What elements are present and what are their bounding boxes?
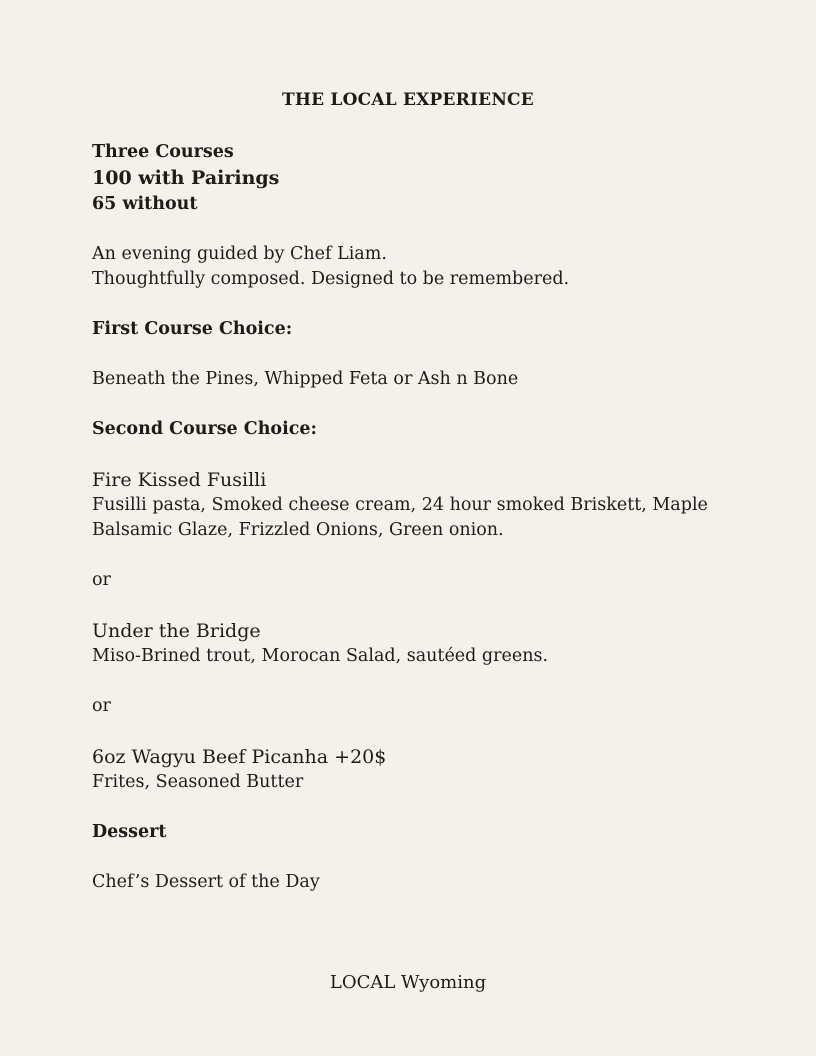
dish-description: Fusilli pasta, Smoked cheese cream, 24 hour smoked Briskett, Maple Balsamic Glaze, Frizzled Onions, Green onion. xyxy=(92,495,708,540)
dish-name: Under the Bridge xyxy=(92,620,261,642)
footer-brand: LOCAL Wyoming xyxy=(329,972,487,993)
courses-count: Three Courses xyxy=(92,142,234,162)
second-course-heading: Second Course Choice: xyxy=(92,419,317,439)
dessert-heading: Dessert xyxy=(92,822,167,842)
first-course-heading: First Course Choice: xyxy=(92,319,293,339)
price-with-pairings: 100 with Pairings xyxy=(92,167,280,189)
dessert-item: Chef’s Dessert of the Day xyxy=(92,872,320,892)
or-separator: or xyxy=(92,696,111,716)
or-separator: or xyxy=(92,570,111,590)
dish-name: Fire Kissed Fusilli xyxy=(92,469,267,491)
menu-content xyxy=(92,140,732,895)
first-course-options: Beneath the Pines, Whipped Feta or Ash n Bone xyxy=(92,369,519,389)
dish-description: Frites, Seasoned Butter xyxy=(92,772,304,792)
price-without-pairings: 65 without xyxy=(92,194,198,214)
dish-description: Miso-Brined trout, Morocan Salad, sautéed greens. xyxy=(92,646,549,666)
dish-name: 6oz Wagyu Beef Picanha +20$ xyxy=(92,746,387,768)
menu-title: THE LOCAL EXPERIENCE xyxy=(282,90,534,110)
intro-line-1: An evening guided by Chef Liam. xyxy=(92,244,387,264)
intro-line-2: Thoughtfully composed. Designed to be remembered. xyxy=(92,269,570,289)
